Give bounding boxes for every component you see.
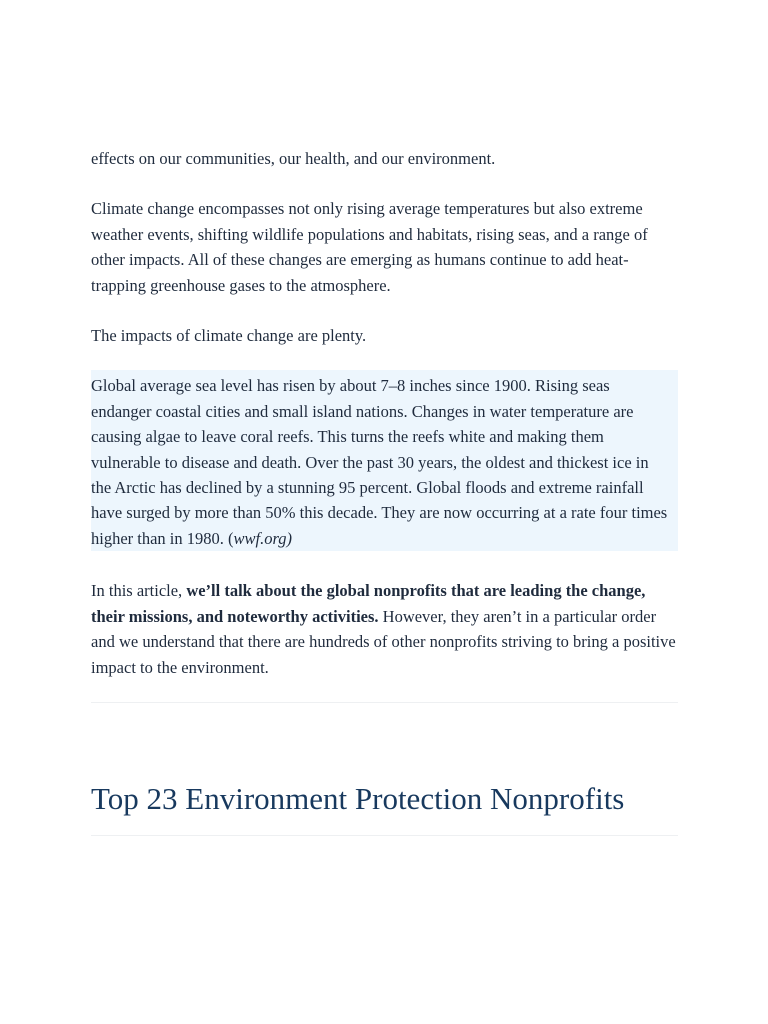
section-heading: Top 23 Environment Protection Nonprofits: [91, 780, 625, 816]
quote-source: wwf.org): [233, 528, 293, 548]
summary-rest: However, they aren’t in a particular order and we understand that there are hundreds of other nonprofits striving to bring a positive impact to the environment.: [91, 606, 676, 677]
quote-paragraph: [91, 373, 678, 551]
paragraph-intro-tail: effects on our communities, our health, and our environment.: [91, 149, 496, 168]
paragraph-article-summary: [91, 578, 678, 680]
section-divider-top: [91, 702, 678, 703]
summary-lead: In this article,: [91, 581, 187, 601]
paragraph-climate-change: Climate change encompasses not only rising average temperatures but also extreme weather events, shifting wildlife populations and habitats, rising seas, and a range of other impacts. All of these changes are emerging as humans continue to add heat-trapping greenhouse gases to the atmosphere.: [91, 199, 648, 295]
paragraph-impacts: The impacts of climate change are plenty.: [91, 326, 367, 346]
highlighted-quote: [91, 370, 678, 551]
quote-text: Global average sea level has risen by about 7–8 inches since 1900. Rising seas endanger coastal cities and small island nations. Changes in water temperature are causing algae to leave coral reefs. This turns the reefs white and making them vulnerable to disease and death. Over the past 30 years, the oldest and thickest ice in the Arctic has declined by a stunning 95 percent. Global floods and extreme rainfall have surged by more than 50% this decade. They are now occurring at a rate four times higher than in 1980. (: [91, 376, 668, 548]
section-divider-bottom: [91, 835, 678, 836]
article-body: [91, 146, 678, 836]
summary-bold: we’ll talk about the global nonprofits that are leading the change, their missions, and noteworthy activities.: [91, 581, 646, 626]
